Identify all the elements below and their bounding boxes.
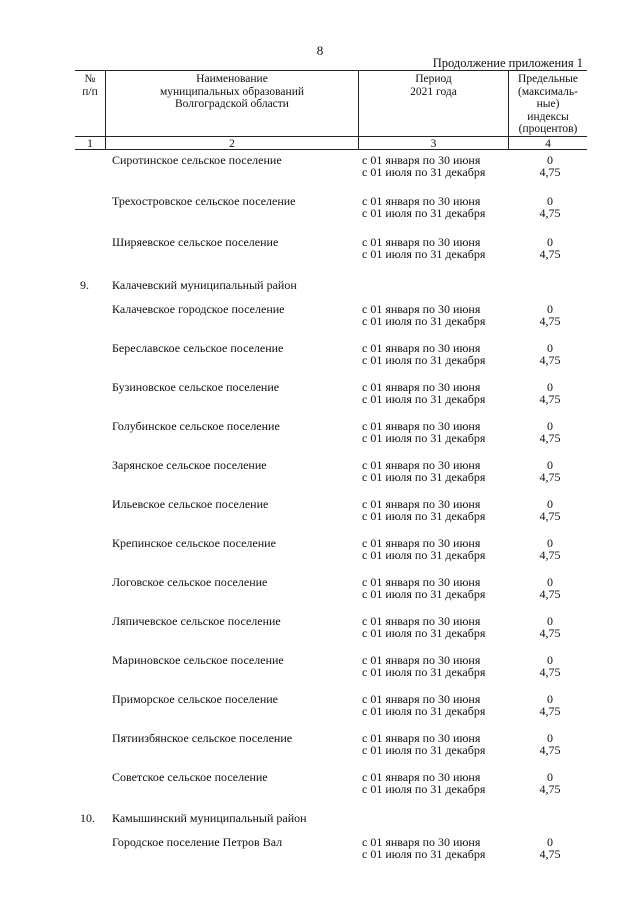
index-second-half: 4,75 (539, 353, 561, 367)
settlement-name: Трехостровское сельское поселение (112, 194, 296, 208)
index-second-half: 4,75 (539, 247, 561, 261)
index-first-half: 0 (547, 153, 553, 167)
header-period (359, 73, 508, 98)
index-first-half: 0 (547, 419, 553, 433)
index-second-half: 4,75 (539, 782, 561, 796)
period-first-half: с 01 января по 30 июня (362, 419, 481, 433)
period-first-half: с 01 января по 30 июня (362, 770, 481, 784)
period-second-half: с 01 июля по 31 декабря (362, 847, 486, 861)
page-number: 8 (316, 43, 324, 58)
settlement-name: Приморское сельское поселение (112, 692, 278, 706)
index-second-half: 4,75 (539, 314, 561, 328)
period-first-half: с 01 января по 30 июня (362, 380, 481, 394)
header-index-text: Предельные (максималь- ные) индексы (процентов) (518, 73, 578, 135)
index-first-half: 0 (547, 497, 553, 511)
index-second-half: 4,75 (539, 431, 561, 445)
index-first-half: 0 (547, 731, 553, 745)
period-second-half: с 01 июля по 31 декабря (362, 206, 486, 220)
settlement-name: Крепинское сельское поселение (112, 536, 276, 550)
period-first-half: с 01 января по 30 июня (362, 731, 481, 745)
settlement-name: Береславское сельское поселение (112, 341, 284, 355)
settlement-name: Голубинское сельское поселение (112, 419, 280, 433)
index-first-half: 0 (547, 653, 553, 667)
index-first-half: 0 (547, 341, 553, 355)
column-number-2: 2 (229, 138, 235, 150)
index-second-half: 4,75 (539, 665, 561, 679)
index-first-half: 0 (547, 194, 553, 208)
index-second-half: 4,75 (539, 509, 561, 523)
period-first-half: с 01 января по 30 июня (362, 235, 481, 249)
index-second-half: 4,75 (539, 743, 561, 757)
period-second-half: с 01 июля по 31 декабря (362, 392, 486, 406)
index-second-half: 4,75 (539, 392, 561, 406)
period-second-half: с 01 июля по 31 декабря (362, 587, 486, 601)
period-second-half: с 01 июля по 31 декабря (362, 509, 486, 523)
period-first-half: с 01 января по 30 июня (362, 653, 481, 667)
period-second-half: с 01 июля по 31 декабря (362, 431, 486, 445)
settlement-name: Калачевское городское поселение (112, 302, 285, 316)
settlement-name: Ширяевское сельское поселение (112, 235, 279, 249)
index-first-half: 0 (547, 770, 553, 784)
index-second-half: 4,75 (539, 587, 561, 601)
column-number-1: 1 (87, 138, 93, 150)
district-name: Калачевский муниципальный район (112, 278, 297, 292)
settlement-name: Ляпичевское сельское поселение (112, 614, 281, 628)
header-period-text: Период 2021 года (410, 73, 457, 98)
period-first-half: с 01 января по 30 июня (362, 153, 481, 167)
index-first-half: 0 (547, 380, 553, 394)
settlement-name: Ильевское сельское поселение (112, 497, 269, 511)
settlement-name: Зарянское сельское поселение (112, 458, 267, 472)
settlement-name: Сиротинское сельское поселение (112, 153, 282, 167)
header-index (509, 73, 587, 136)
period-first-half: с 01 января по 30 июня (362, 536, 481, 550)
index-second-half: 4,75 (539, 206, 561, 220)
column-number-3: 3 (430, 138, 437, 150)
period-first-half: с 01 января по 30 июня (362, 458, 481, 472)
index-first-half: 0 (547, 536, 553, 550)
period-first-half: с 01 января по 30 июня (362, 835, 481, 849)
period-second-half: с 01 июля по 31 декабря (362, 704, 486, 718)
period-second-half: с 01 июля по 31 декабря (362, 247, 486, 261)
settlement-name: Городское поселение Петров Вал (112, 835, 283, 849)
index-first-half: 0 (547, 614, 553, 628)
period-second-half: с 01 июля по 31 декабря (362, 782, 486, 796)
period-second-half: с 01 июля по 31 декабря (362, 743, 486, 757)
period-first-half: с 01 января по 30 июня (362, 614, 481, 628)
index-first-half: 0 (547, 302, 553, 316)
district-number: 10. (80, 811, 95, 825)
period-second-half: с 01 июля по 31 декабря (362, 314, 486, 328)
period-second-half: с 01 июля по 31 декабря (362, 470, 486, 484)
header-municipality-text: Наименование муниципальных образований Волгоградской области (159, 73, 305, 110)
settlement-name: Бузиновское сельское поселение (112, 380, 280, 394)
settlement-name: Пятиизбянское сельское поселение (112, 731, 293, 745)
index-second-half: 4,75 (539, 548, 561, 562)
period-second-half: с 01 июля по 31 декабря (362, 548, 486, 562)
header-number-text: № п/п (82, 73, 98, 98)
index-first-half: 0 (547, 835, 553, 849)
settlement-name: Советское сельское поселение (112, 770, 268, 784)
header-top-rule (75, 70, 587, 71)
district-name: Камышинский муниципальный район (112, 811, 307, 825)
header-municipality (106, 73, 358, 111)
period-second-half: с 01 июля по 31 декабря (362, 665, 486, 679)
index-first-half: 0 (547, 235, 553, 249)
index-second-half: 4,75 (539, 470, 561, 484)
settlement-name: Мариновское сельское поселение (112, 653, 284, 667)
column-number-4: 4 (545, 138, 551, 150)
header-number (75, 73, 105, 98)
district-number: 9. (80, 278, 89, 292)
period-first-half: с 01 января по 30 июня (362, 575, 481, 589)
index-second-half: 4,75 (539, 626, 561, 640)
index-first-half: 0 (547, 458, 553, 472)
period-second-half: с 01 июля по 31 декабря (362, 165, 486, 179)
period-second-half: с 01 июля по 31 декабря (362, 353, 486, 367)
period-first-half: с 01 января по 30 июня (362, 194, 481, 208)
index-second-half: 4,75 (539, 165, 561, 179)
index-first-half: 0 (547, 575, 553, 589)
index-second-half: 4,75 (539, 704, 561, 718)
period-first-half: с 01 января по 30 июня (362, 302, 481, 316)
period-first-half: с 01 января по 30 июня (362, 692, 481, 706)
index-second-half: 4,75 (539, 847, 561, 861)
period-first-half: с 01 января по 30 июня (362, 497, 481, 511)
period-first-half: с 01 января по 30 июня (362, 341, 481, 355)
index-first-half: 0 (547, 692, 553, 706)
header-bottom-rule (75, 136, 587, 137)
appendix-continuation: Продолжение приложения 1 (432, 56, 583, 70)
period-second-half: с 01 июля по 31 декабря (362, 626, 486, 640)
settlement-name: Логовское сельское поселение (112, 575, 268, 589)
